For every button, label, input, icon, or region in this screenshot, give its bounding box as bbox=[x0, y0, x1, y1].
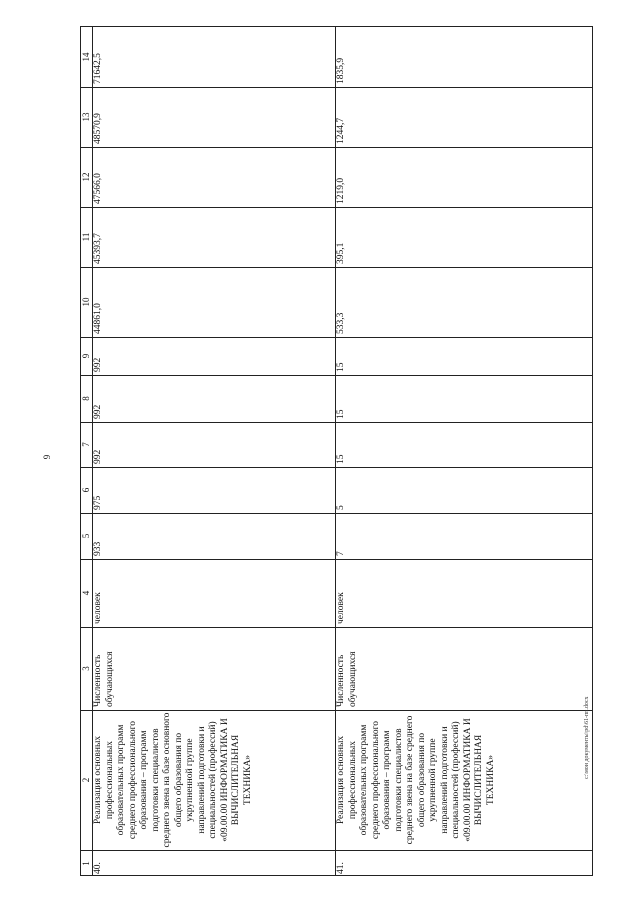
column-number-header: 11 bbox=[81, 232, 91, 242]
row-value: 44861,0 bbox=[93, 303, 103, 334]
row-value: 15 bbox=[336, 454, 346, 464]
column-number-header: 7 bbox=[81, 442, 91, 447]
row-indicator: Численность обучающихся bbox=[336, 651, 358, 707]
column-number-header: 9 bbox=[81, 353, 91, 359]
row-number: 40. bbox=[93, 862, 103, 874]
row-value: 1219,0 bbox=[336, 177, 346, 204]
row-value: 992 bbox=[93, 404, 103, 419]
row-value: 15 bbox=[336, 362, 346, 372]
row-value: 71642,5 bbox=[93, 53, 103, 84]
column-number-header: 8 bbox=[81, 396, 91, 401]
row-service-name: Реализация основных профессиональных образовательных программ среднего профессионального образования – программ подготовки специалистов среднего звена на базе основного общего образования по укрупненной группе направлений подготовки и специальностей (профессий) «09.00.00 ИНФОРМАТИКА И ВЫЧИСЛИТЕЛЬНАЯ ТЕХНИКА» bbox=[93, 712, 253, 848]
column-number-header: 12 bbox=[81, 172, 91, 182]
data-table bbox=[80, 26, 593, 876]
column-divider bbox=[81, 627, 592, 628]
row-value: 7 bbox=[336, 551, 346, 556]
row-indicator: Численность обучающихся bbox=[93, 651, 115, 707]
column-number-header: 3 bbox=[81, 666, 91, 671]
column-number-header: 2 bbox=[81, 777, 91, 783]
row-value: 47566,0 bbox=[93, 173, 103, 204]
column-number-header: 4 bbox=[81, 590, 91, 596]
row-unit: человек bbox=[93, 592, 103, 624]
row-number: 41. bbox=[336, 862, 346, 874]
footer-file-path: с:\мои документы\рd\61-пп.docx bbox=[584, 696, 590, 779]
row-value: 992 bbox=[93, 449, 103, 464]
column-number-header: 14 bbox=[81, 52, 91, 62]
column-number-header: 1 bbox=[81, 861, 91, 866]
row-value: 48570,9 bbox=[93, 113, 103, 144]
row-value: 5 bbox=[336, 505, 346, 510]
column-number-header: 10 bbox=[81, 297, 91, 307]
row-value: 1244,7 bbox=[336, 117, 346, 144]
column-divider bbox=[81, 710, 592, 711]
column-number-header: 6 bbox=[81, 487, 91, 493]
row-service-name: Реализация основных профессиональных образовательных программ среднего профессионального образования – программ подготовки специалистов среднего звена на базе среднего общего образования по укрупненной группе направлений подготовки и специальностей (профессий) «09.00.00 ИНФОРМАТИКА И ВЫЧИСЛИТЕЛЬНАЯ ТЕХНИКА» bbox=[336, 715, 496, 845]
row-value: 395,1 bbox=[336, 242, 346, 264]
row-value: 992 bbox=[93, 357, 103, 372]
column-number-header: 13 bbox=[81, 112, 91, 122]
row-value: 1835,9 bbox=[336, 57, 346, 84]
column-number-header: 5 bbox=[81, 533, 91, 539]
row-value: 975 bbox=[93, 495, 103, 510]
row-value: 533,3 bbox=[336, 312, 346, 334]
row-value: 45393,7 bbox=[93, 233, 103, 264]
page-number: 9 bbox=[42, 454, 52, 460]
row-unit: человек bbox=[336, 592, 346, 624]
row-value: 15 bbox=[336, 409, 346, 419]
row-value: 933 bbox=[93, 541, 103, 556]
